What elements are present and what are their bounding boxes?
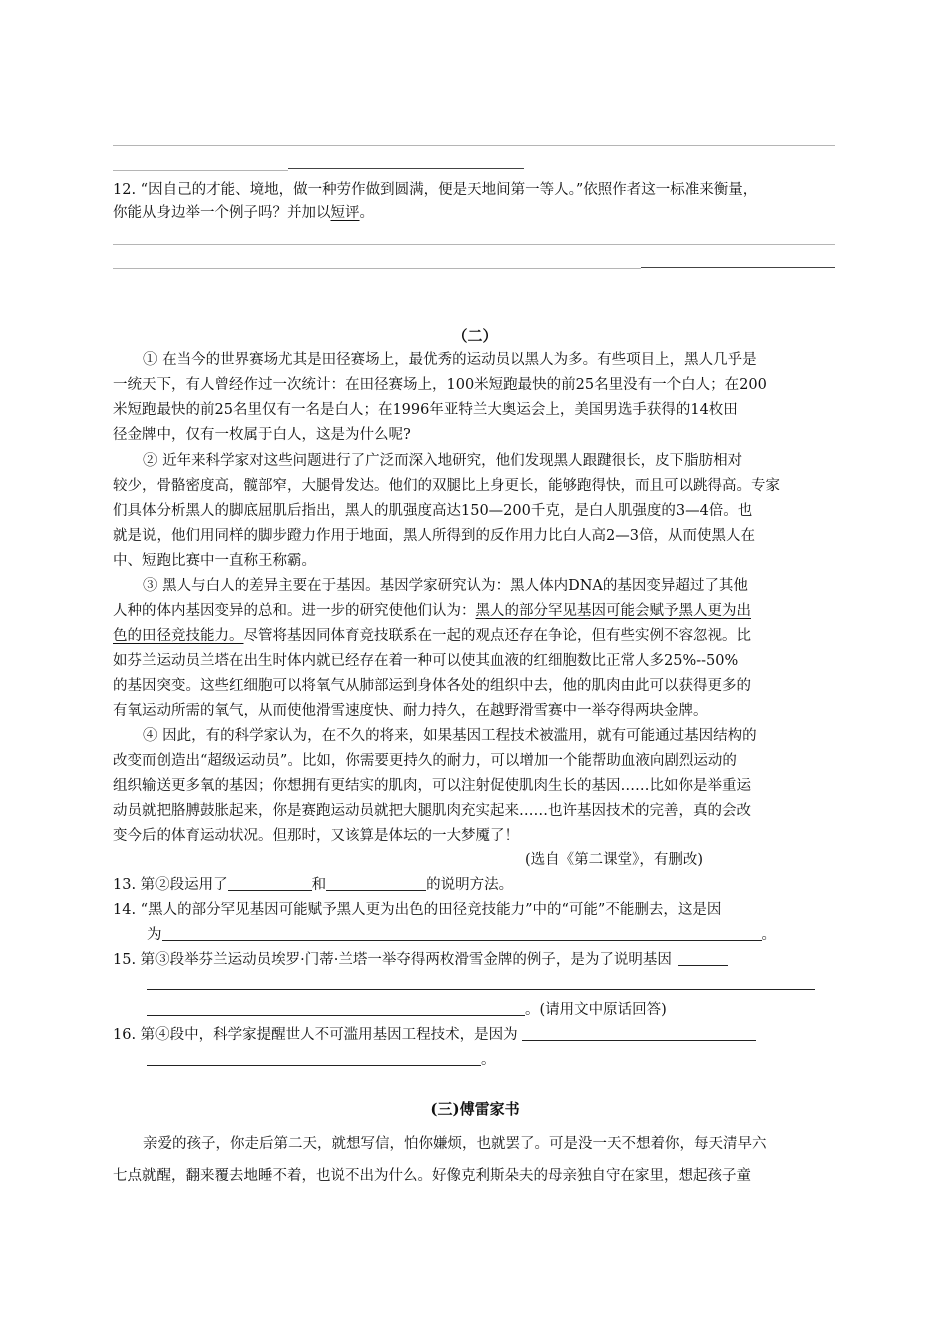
answer-line	[113, 145, 835, 146]
paragraph-1-line: 一统天下，有人曾经作过一次统计：在田径赛场上，100米短跑最快的前25名里没有一个白人；在200	[113, 377, 767, 393]
answer-line	[113, 244, 835, 245]
paragraph-3-text: 人种的体内基因变异的总和。进一步的研究使他们认为：	[113, 603, 476, 619]
answer-line[interactable]	[147, 989, 815, 990]
answer-line	[113, 170, 288, 171]
underlined-sentence: 黑人的部分罕见基因可能会赋予黑人更为出	[475, 603, 751, 619]
question-16-line1	[113, 1025, 835, 1045]
paragraph-4-line: 组织输送更多氧的基因；你想拥有更结实的肌肉，可以注射促使肌肉生长的基因……比如你是举重运	[113, 778, 751, 794]
answer-blank[interactable]	[326, 876, 426, 891]
question-15-line1	[113, 950, 835, 970]
answer-blank[interactable]	[162, 926, 762, 941]
question-13-text: 和	[311, 877, 327, 893]
paragraph-3-line: 有氧运动所需的氧气，从而使他滑雪速度快、耐力持久，在越野滑雪赛中一举夺得两块金牌。	[113, 703, 708, 719]
question-14-line1: 14. “黑人的部分罕见基因可能赋予黑人更为出色的田径竞技能力”中的“可能”不能删去，这是因	[113, 902, 722, 918]
answer-line-short	[641, 267, 835, 268]
answer-line-short	[288, 168, 524, 169]
answer-blank[interactable]	[678, 951, 728, 966]
question-13-text: 的说明方法。	[426, 877, 514, 893]
question-14-line2	[147, 925, 835, 945]
question-12-text: 你能从身边举一个例子吗？并加以	[113, 205, 331, 221]
paragraph-2-line: 中、短跑比赛中一直称王称霸。	[113, 553, 316, 569]
question-16-text: 16. 第④段中，科学家提醒世人不可滥用基因工程技术，是因为	[113, 1027, 518, 1043]
source-citation: (选自《第二课堂》，有删改)	[525, 852, 704, 868]
answer-blank[interactable]	[147, 1051, 481, 1066]
paragraph-3-line: 如芬兰运动员兰塔在出生时体内就已经存在着一种可以使其血液的红细胞数比正常人多25%--50%	[113, 653, 739, 669]
section-3-line: 七点就醒，翻来覆去地睡不着，也说不出为什么。好像克利斯朵夫的母亲独自守在家里，想起孩子童	[113, 1168, 751, 1184]
question-16-line2	[147, 1050, 835, 1070]
question-15-line3	[147, 1000, 835, 1020]
question-13	[113, 875, 835, 895]
question-12-line2	[113, 203, 835, 223]
paragraph-3-line	[113, 626, 835, 646]
question-12-line1: 12. “因自己的才能、境地，做一种劳作做到圆满，便是天地间第一等人。”依照作者这一标准来衡量，	[113, 182, 758, 198]
paragraph-3-line: 的基因突变。这些红细胞可以将氧气从肺部运到身体各处的组织中去，他的肌肉由此可以获得更多的	[113, 678, 751, 694]
answer-blank[interactable]	[228, 876, 312, 891]
paragraph-1-line: ① 在当今的世界赛场尤其是田径赛场上，最优秀的运动员以黑人为多。有些项目上，黑人几乎是	[143, 352, 757, 368]
question-14-text: 。	[761, 927, 776, 943]
paragraph-2-line: 就是说，他们用同样的脚步蹬力作用于地面，黑人所得到的反作用力比白人高2—3倍，从而使黑人在	[113, 528, 755, 544]
answer-blank[interactable]	[522, 1026, 756, 1041]
question-14-text: 为	[147, 927, 162, 943]
paragraph-2-line: 们具体分析黑人的脚底屈肌后指出，黑人的肌强度高达150—200千克，是白人肌强度的3—4倍。也	[113, 503, 753, 519]
paragraph-2-line: ② 近年来科学家对这些问题进行了广泛而深入地研究，他们发现黑人跟踺很长，皮下脂肪相对	[143, 453, 743, 469]
section-3-line: 亲爱的孩子，你走后第二天，就想写信，怕你嫌烦，也就罢了。可是没一天不想着你，每天清早六	[143, 1136, 767, 1152]
paragraph-4-line: 动员就把胳膊鼓胀起来，你是赛跑运动员就把大腿肌肉充实起来……也许基因技术的完善，真的会改	[113, 803, 751, 819]
paragraph-4-line: 变今后的体育运动状况。但那时，又该算是体坛的一大梦魇了！	[113, 828, 519, 844]
paragraph-1-line: 米短跑最快的前25名里仅有一名是白人；在1996年亚特兰大奥运会上，美国男选手获得的14枚田	[113, 402, 738, 418]
punctuation: 。	[359, 205, 374, 221]
question-13-text: 13. 第②段运用了	[113, 877, 228, 893]
underlined-sentence: 色的田径竞技能力。	[113, 628, 244, 644]
underlined-term: 短评	[330, 205, 360, 221]
paragraph-1-line: 径金牌中，仅有一枚属于白人，这是为什么呢?	[113, 427, 411, 443]
paragraph-4-line: ④ 因此，有的科学家认为，在不久的将来，如果基因工程技术被滥用，就有可能通过基因结构的	[143, 728, 757, 744]
paragraph-3-line	[113, 601, 835, 621]
paragraph-3-line: ③ 黑人与白人的差异主要在于基因。基因学家研究认为：黑人体内DNA的基因变异超过了其他	[143, 578, 748, 594]
paragraph-4-line: 改变而创造出“超级运动员”。比如，你需要更持久的耐力，可以增加一个能帮助血液向剧烈运动的	[113, 753, 737, 769]
paragraph-2-line: 较少，骨骼密度高，髋部窄，大腿骨发达。他们的双腿比上身更长，能够跑得快，而且可以跳得高。专家	[113, 478, 780, 494]
question-15-text: 。(请用文中原话回答)	[525, 1002, 667, 1018]
question-16-text: 。	[481, 1052, 496, 1068]
section-2-title: （二）	[452, 327, 498, 345]
answer-blank[interactable]	[147, 1001, 525, 1016]
paragraph-3-text: 尽管将基因同体育竞技联系在一起的观点还存在争论，但有些实例不容忽视。比	[243, 628, 751, 644]
section-3-title: (三)傅雷家书	[430, 1100, 520, 1118]
answer-line	[113, 268, 641, 269]
question-15-text: 15. 第③段举芬兰运动员埃罗·门蒂·兰塔一举夺得两枚滑雪金牌的例子，是为了说明基因	[113, 952, 672, 968]
